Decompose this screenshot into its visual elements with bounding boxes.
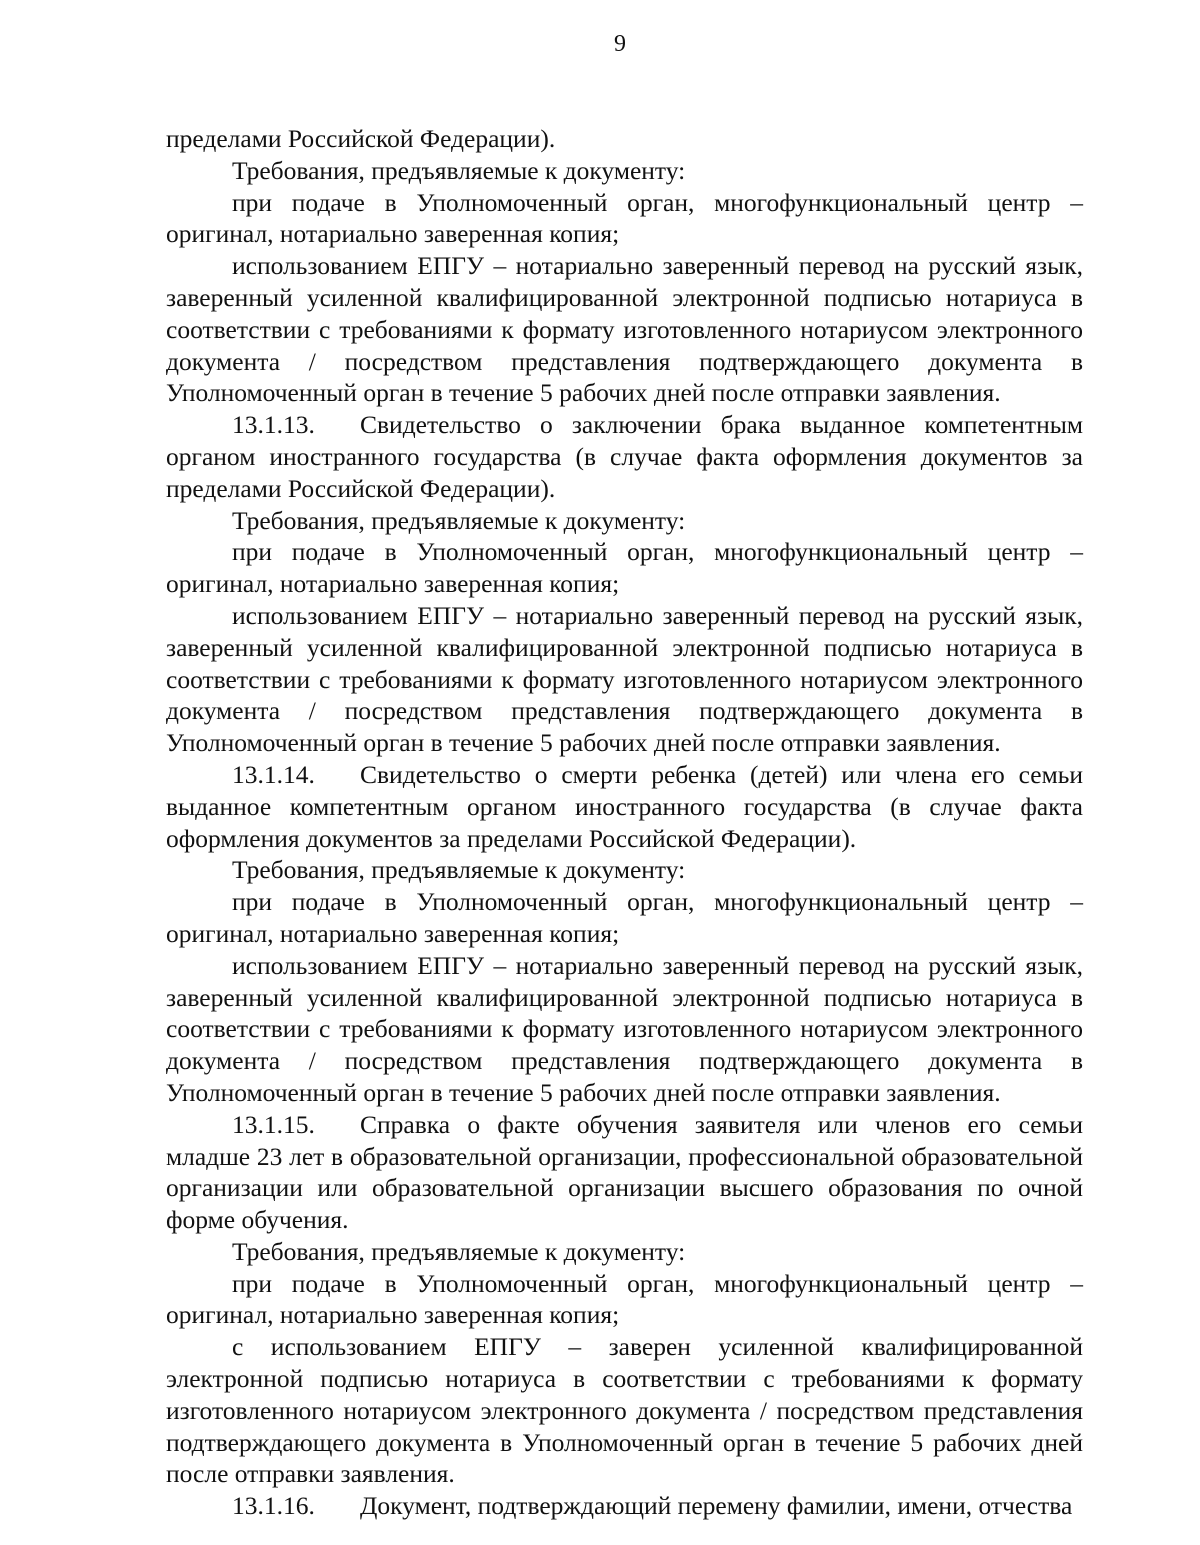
text-paragraph — [166, 600, 1083, 759]
text-paragraph — [166, 1268, 1083, 1332]
paragraph-text: при подаче в Уполномоченный орган, многофункциональный центр – оригинал, нотариально заверенная копия; — [166, 1268, 1083, 1330]
paragraph-text: Документ, подтверждающий перемену фамилии, имени, отчества — [360, 1491, 1073, 1521]
clause-number: 13.1.16. — [232, 1491, 315, 1521]
paragraph-text: с использованием ЕПГУ – заверен усиленной квалифицированной электронной подписью нотариуса в соответствии с требованиями к формату изготовленного нотариусом электронного документа / посредством представления подтверждающего документа в Уполномоченный орган в течение 5 рабочих дней после отправки заявления. — [166, 1332, 1083, 1489]
paragraph-text: Требования, предъявляемые к документу: — [232, 155, 686, 185]
page-number: 9 — [614, 31, 626, 57]
paragraph-text: Свидетельство о смерти ребенка (детей) или члена его семьи выданное компетентным органом иностранного государства (в случае факта оформления документов за пределами Российской Федерации). — [166, 759, 1083, 853]
paragraph-text: Требования, предъявляемые к документу: — [232, 505, 686, 535]
paragraph-text: использованием ЕПГУ – нотариально заверенный перевод на русский язык, заверенный усиленной квалифицированной электронной подписью нотариуса в соответствии с требованиями к формату изготовленного нотариусом электронного документа / посредством представления подтверждающего документа в Уполномоченный орган в течение 5 рабочих дней после отправки заявления. — [166, 950, 1083, 1107]
text-paragraph — [166, 854, 1083, 886]
document-body — [166, 123, 1083, 1522]
text-paragraph — [166, 250, 1083, 409]
text-paragraph — [166, 187, 1083, 251]
text-paragraph — [166, 155, 1083, 187]
paragraph-text: использованием ЕПГУ – нотариально заверенный перевод на русский язык, заверенный усиленной квалифицированной электронной подписью нотариуса в соответствии с требованиями к формату изготовленного нотариусом электронного документа / посредством представления подтверждающего документа в Уполномоченный орган в течение 5 рабочих дней после отправки заявления. — [166, 251, 1083, 408]
paragraph-text: при подаче в Уполномоченный орган, многофункциональный центр – оригинал, нотариально заверенная копия; — [166, 537, 1083, 599]
text-paragraph — [166, 505, 1083, 537]
clause-number: 13.1.15. — [232, 1109, 315, 1139]
clause-paragraph — [166, 1109, 1083, 1236]
text-paragraph — [166, 536, 1083, 600]
paragraph-text: Требования, предъявляемые к документу: — [232, 855, 686, 885]
paragraph-text: Справка о факте обучения заявителя или членов его семьи младше 23 лет в образовательной организации, профессиональной образовательной организации или образовательной организации высшего образования по очной форме обучения. — [166, 1109, 1083, 1235]
clause-number: 13.1.14. — [232, 759, 315, 789]
paragraph-text: использованием ЕПГУ – нотариально заверенный перевод на русский язык, заверенный усиленной квалифицированной электронной подписью нотариуса в соответствии с требованиями к формату изготовленного нотариусом электронного документа / посредством представления подтверждающего документа в Уполномоченный орган в течение 5 рабочих дней после отправки заявления. — [166, 600, 1083, 758]
text-paragraph — [166, 1236, 1083, 1268]
paragraph-text: Свидетельство о заключении брака выданное компетентным органом иностранного государства (в случае факта оформления документов за пределами Российской Федерации). — [166, 410, 1083, 503]
text-paragraph — [166, 950, 1083, 1109]
paragraph-text: при подаче в Уполномоченный орган, многофункциональный центр – оригинал, нотариально заверенная копия; — [166, 887, 1083, 948]
text-paragraph — [166, 886, 1083, 950]
paragraph-text: при подаче в Уполномоченный орган, многофункциональный центр – оригинал, нотариально заверенная копия; — [166, 187, 1083, 249]
clause-paragraph — [166, 409, 1083, 504]
clause-paragraph — [166, 1490, 1083, 1522]
paragraph-text: пределами Российской Федерации). — [166, 124, 556, 153]
text-paragraph — [166, 123, 1083, 155]
clause-number: 13.1.13. — [232, 410, 315, 440]
paragraph-text: Требования, предъявляемые к документу: — [232, 1236, 686, 1266]
text-paragraph — [166, 1331, 1083, 1490]
clause-paragraph — [166, 759, 1083, 854]
